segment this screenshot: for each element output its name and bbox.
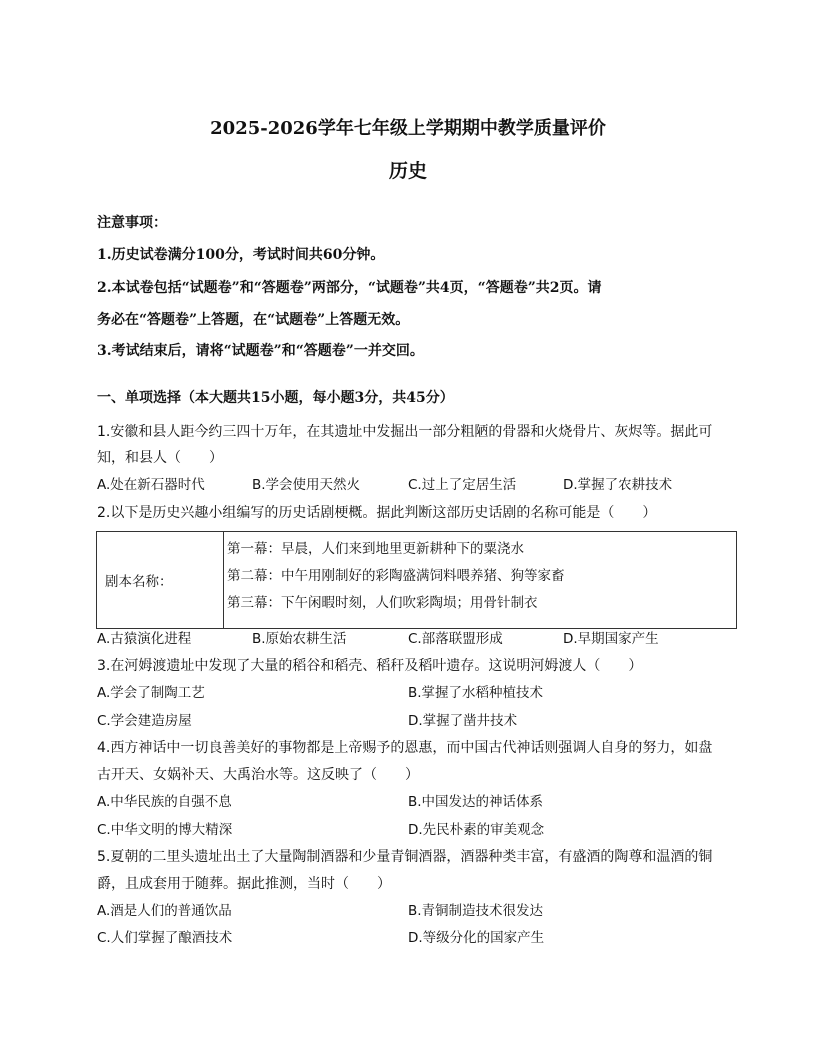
question-2-stem-line-1: 2.以下是历史兴趣小组编写的历史话剧梗概。据此判断这部历史话剧的名称可能是（ ） bbox=[97, 505, 657, 521]
question-1-option-a: A.处在新石器时代 bbox=[97, 477, 205, 493]
question-4-option-b: B.中国发达的神话体系 bbox=[408, 794, 544, 810]
question-2-option-d: D.早期国家产生 bbox=[563, 631, 659, 647]
scene-2: 第二幕：中午用刚制好的彩陶盛满饲料喂养猪、狗等家畜 bbox=[227, 568, 565, 584]
scene-3: 第三幕：下午闲暇时刻，人们吹彩陶埙；用骨针制衣 bbox=[227, 595, 538, 611]
question-3-option-c: C.学会建造房屋 bbox=[97, 713, 192, 729]
question-2-option-c: C.部落联盟形成 bbox=[408, 631, 503, 647]
notice-item-3: 3.考试结束后，请将“试题卷”和“答题卷”一并交回。 bbox=[97, 343, 424, 359]
question-5-option-b: B.青铜制造技术很发达 bbox=[408, 903, 544, 919]
question-4-option-d: D.先民朴素的审美观念 bbox=[408, 822, 545, 838]
question-5-option-d: D.等级分化的国家产生 bbox=[408, 930, 545, 946]
question-1-option-c: C.过上了定居生活 bbox=[408, 477, 517, 493]
question-3-stem-line-1: 3.在河姆渡遗址中发现了大量的稻谷和稻壳、稻秆及稻叶遗存。这说明河姆渡人（ ） bbox=[97, 658, 643, 674]
notice-item-2-line-2: 务必在“答题卷”上答题，在“试题卷”上答题无效。 bbox=[97, 312, 410, 328]
question-3-option-b: B.掌握了水稻种植技术 bbox=[408, 685, 544, 701]
question-5-option-a: A.酒是人们的普通饮品 bbox=[97, 903, 232, 919]
script-name-label: 剧本名称： bbox=[97, 532, 224, 629]
scene-1: 第一幕：早晨，人们来到地里更新耕种下的粟浇水 bbox=[227, 541, 524, 557]
question-1-option-b: B.学会使用天然火 bbox=[252, 477, 361, 493]
exam-title: 2025-2026学年七年级上学期期中教学质量评价 bbox=[210, 118, 606, 139]
question-1-option-d: D.掌握了农耕技术 bbox=[563, 477, 673, 493]
question-2-option-a: A.古猿演化进程 bbox=[97, 631, 192, 647]
question-5-stem-line-1: 5.夏朝的二里头遗址出土了大量陶制酒器和少量青铜酒器，酒器种类丰富，有盛酒的陶尊和温酒的铜 bbox=[97, 849, 713, 865]
question-1-stem-line-2: 知，和县人（ ） bbox=[97, 450, 223, 466]
question-3-option-a: A.学会了制陶工艺 bbox=[97, 685, 205, 701]
question-4-option-c: C.中华文明的博大精深 bbox=[97, 822, 233, 838]
question-4-stem-line-2: 古开天、女娲补天、大禹治水等。这反映了（ ） bbox=[97, 767, 419, 783]
question-4-stem-line-1: 4.西方神话中一切良善美好的事物都是上帝赐予的恩惠，而中国古代神话则强调人自身的努力，如盘 bbox=[97, 740, 713, 756]
question-2-option-b: B.原始农耕生活 bbox=[252, 631, 347, 647]
notice-item-1: 1.历史试卷满分100分，考试时间共60分钟。 bbox=[97, 247, 385, 263]
section-1-heading: 一、单项选择（本大题共15小题，每小题3分，共45分） bbox=[97, 390, 454, 406]
question-1-stem-line-1: 1.安徽和县人距今约三四十万年，在其遗址中发掘出一部分粗陋的骨器和火烧骨片、灰烬等。据此可 bbox=[97, 424, 713, 440]
notice-item-2-line-1: 2.本试卷包括“试题卷”和“答题卷”两部分，“试题卷”共4页，“答题卷”共2页。请 bbox=[97, 280, 602, 296]
question-4-option-a: A.中华民族的自强不息 bbox=[97, 794, 232, 810]
question-5-option-c: C.人们掌握了酿酒技术 bbox=[97, 930, 233, 946]
subject-title: 历史 bbox=[388, 160, 427, 182]
notice-heading: 注意事项： bbox=[97, 215, 167, 231]
question-5-stem-line-2: 爵，且成套用于随葬。据此推测，当时（ ） bbox=[97, 876, 391, 892]
question-3-option-d: D.掌握了凿井技术 bbox=[408, 713, 518, 729]
